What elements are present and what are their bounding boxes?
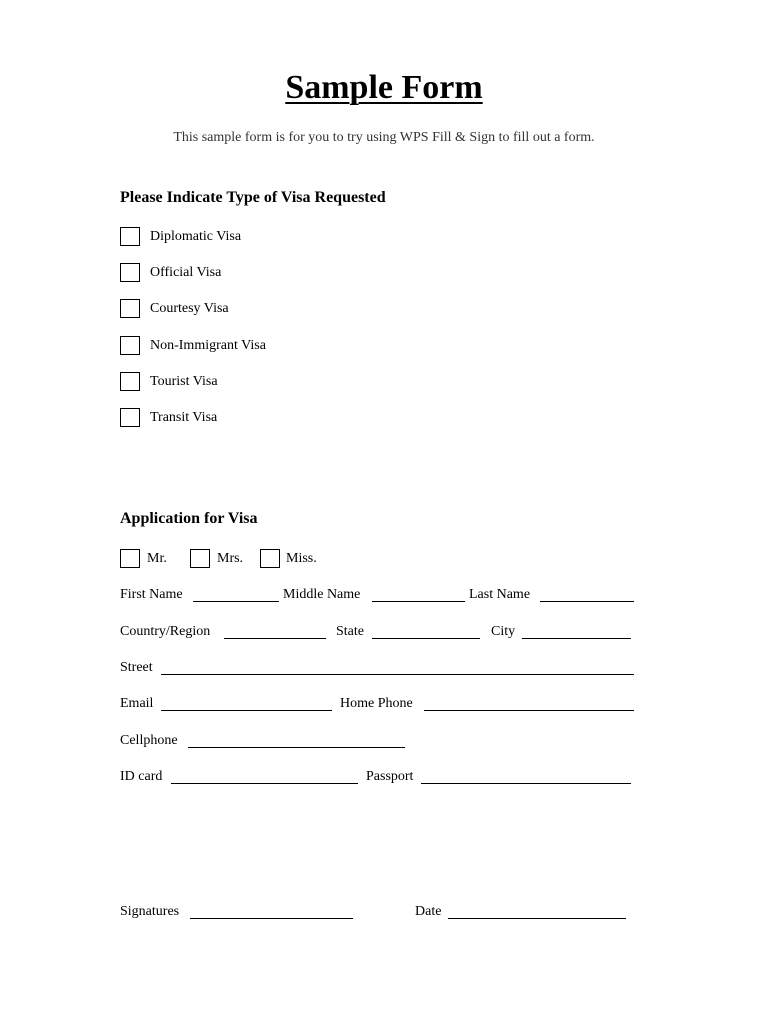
first-name-label: First Name	[120, 587, 183, 602]
home-phone-field[interactable]	[424, 710, 634, 711]
checkbox-diplomatic-visa[interactable]	[120, 227, 140, 246]
label-mrs: Mrs.	[217, 551, 244, 566]
page-title	[0, 68, 768, 108]
id-card-label: ID card	[120, 769, 163, 784]
passport-label: Passport	[366, 769, 414, 784]
home-phone-label: Home Phone	[340, 696, 413, 711]
checkbox-courtesy-visa[interactable]	[120, 299, 140, 318]
last-name-field[interactable]	[540, 601, 634, 602]
email-label: Email	[120, 696, 154, 711]
label-tourist-visa: Tourist Visa	[150, 374, 218, 389]
first-name-field[interactable]	[193, 601, 279, 602]
checkbox-mr[interactable]	[120, 549, 140, 568]
street-field[interactable]	[161, 674, 634, 675]
checkbox-transit-visa[interactable]	[120, 408, 140, 427]
email-field[interactable]	[161, 710, 332, 711]
street-label: Street	[120, 660, 153, 675]
cellphone-field[interactable]	[188, 747, 405, 748]
visa-type-heading: Please Indicate Type of Visa Requested	[120, 189, 386, 206]
label-courtesy-visa: Courtesy Visa	[150, 301, 229, 316]
middle-name-field[interactable]	[372, 601, 465, 602]
state-label: State	[336, 624, 364, 639]
cellphone-label: Cellphone	[120, 733, 178, 748]
id-card-field[interactable]	[171, 783, 358, 784]
date-field[interactable]	[448, 918, 626, 919]
label-miss: Miss.	[286, 551, 317, 566]
city-label: City	[491, 624, 516, 639]
checkbox-mrs[interactable]	[190, 549, 210, 568]
checkbox-non-immigrant-visa[interactable]	[120, 336, 140, 355]
passport-field[interactable]	[421, 783, 631, 784]
last-name-label: Last Name	[469, 587, 531, 602]
state-field[interactable]	[372, 638, 480, 639]
label-official-visa: Official Visa	[150, 265, 222, 280]
signatures-field[interactable]	[190, 918, 353, 919]
middle-name-label: Middle Name	[283, 587, 361, 602]
country-region-label: Country/Region	[120, 624, 211, 639]
label-mr: Mr.	[147, 551, 167, 566]
date-label: Date	[415, 904, 442, 919]
label-transit-visa: Transit Visa	[150, 410, 218, 425]
application-heading: Application for Visa	[120, 510, 258, 527]
page-subtitle: This sample form is for you to try using WPS Fill & Sign to fill out a form.	[173, 130, 595, 145]
label-diplomatic-visa: Diplomatic Visa	[150, 229, 242, 244]
country-region-field[interactable]	[224, 638, 326, 639]
city-field[interactable]	[522, 638, 631, 639]
checkbox-miss[interactable]	[260, 549, 280, 568]
page-title-text: Sample Form	[285, 69, 483, 106]
signatures-label: Signatures	[120, 904, 180, 919]
checkbox-official-visa[interactable]	[120, 263, 140, 282]
checkbox-tourist-visa[interactable]	[120, 372, 140, 391]
label-non-immigrant-visa: Non-Immigrant Visa	[150, 338, 266, 353]
